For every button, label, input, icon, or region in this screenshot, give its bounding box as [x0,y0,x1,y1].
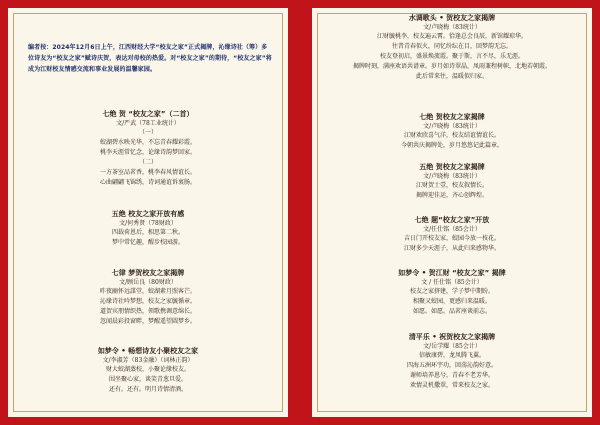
poem-block [8,109,288,188]
poem-block [8,346,288,395]
left-page [8,8,288,417]
poem-line: 揭牌迎佳运，齐心创辉煌。 [415,192,488,199]
poem-title: 清平乐 • 祝贺校友之家揭牌 [408,333,496,341]
poem-line: 相聚又蛟园，更感归来温暖。 [412,298,491,305]
poem-line: 如愿。如愿。品茗座谈前志。 [412,308,491,315]
poem-line: 昨夜幽怀远謀堂，蛟湖素月照客芒。 [99,288,196,295]
poem-author: 文 / 任仕铭（85会计） [421,279,483,286]
poem-line: 江财欢欣喜气洋，校友结谊情谊长。 [403,132,500,139]
poem-line: 信敏康碧，龙凤腾飞翼。 [418,352,485,359]
poem-line: 欢情灵机撒翠，常来校友之家。 [409,382,494,389]
poem-title: 七绝 题“校友之家”开放 [414,216,490,224]
poem-block [8,209,288,248]
poem-author: 文/卢晓梅（83统计） [423,123,481,130]
poem-line: 蛟湖碧水映光华，不忘青春耀彩霞。 [99,139,196,146]
poem-line: 此后常来往，温暖似归家。 [415,73,488,80]
poem-line: 四载荷恩后，相思第二秋。 [111,229,184,236]
poem-section-marker: （一） [138,129,157,136]
poem-line: 揭牌时刻，满座欢语共谱章。岁月如诗翠晶，凤雨兼程树帜，北地若朝霞。 [352,63,551,70]
poem-title: 七律 梦贺校友之家揭牌 [111,269,185,277]
poem-line: 沁缘诗社吟梦想，校友之家毓循章。 [99,298,196,305]
poem-line: 江财贺士壹，校友叙情长。 [415,182,488,189]
poem-title: 五绝 贺校友之家揭牌 [419,163,485,171]
poem-author: 文/卢晓梅（83统计） [423,173,481,180]
poem-line: 心曲翩翩飞锦绣，诗词通谊诉衷肠。 [99,179,196,186]
poem-block [312,215,592,254]
poem-line: 往昔青春似火，同忆纷纭在目，回梦韵无忘。 [391,43,512,50]
poem-title: 七绝 贺校友之家揭牌 [419,113,485,121]
right-page [312,8,592,417]
poem-block [312,332,592,391]
poem-author: 文/顾岳良（80财政） [119,279,177,286]
poem-line: 校友之家挤建，学子梦中期盼。 [409,288,494,295]
poem-line: 梦中常忆趣，醒步校园游。 [111,239,184,246]
poem-block [8,268,288,327]
poem-author: 文/任仕铭（85会计） [423,226,481,233]
poem-line: 今朝共庆揭牌处，岁月悠悠记此篇章。 [400,142,503,149]
poem-line: 吉日门开校友家，蛟园今放一枝花。 [403,235,500,242]
poem-line: 谢师培养恩兮，青春不老芳华。 [409,372,494,379]
poem-section-marker: （二） [138,159,157,166]
poem-author: 文/李淑芳（83金融）（词林正韵） [102,357,194,364]
poem-line: 道贺宾朋情织热，领歌携调意绵长。 [99,308,196,315]
poem-author: 文/严武（78工业统计） [116,120,180,127]
poem-author: 文/岳学耀（85会计） [423,343,481,350]
poem-title: 如梦令 • 贺江财 “校友之家” 揭牌 [398,269,506,277]
poem-block [312,268,592,317]
poem-block [312,112,592,151]
poem-title: 五绝 校友之家开放有感 [111,210,185,218]
poem-line: 围坐聚心家，谈笑青葱旦爱。 [108,376,187,383]
poem-line: 江财多少天涯子，从此归来感物华。 [403,245,500,252]
poem-block [312,13,592,82]
poem-line: 四海五洲环宇功，回荡沁韵好意。 [406,362,497,369]
poem-line: 一方茶室品茗香，桃李春风情谊长。 [99,169,196,176]
poem-line: 桃李天涯常忆念，论缘诗韵梦回家。 [99,149,196,156]
poem-line: 还有。还有。明月诗情清酒。 [108,386,187,393]
poem-author: 文/何秀贤（78财政） [119,220,177,227]
poem-author: 文/卢晓梅（83统计） [423,24,481,31]
editor-note: 编者按：2024年12月6日上午，江西财经大学“校友之家”正式揭牌，沁缘诗社（筹）多位诗友为“校友之家”赋诗庆贺，表达对母校的热爱。对“校友之家”的期待，“校友之家”将成为江财校友情感交流和事业发展的温馨家园。 [28,44,272,73]
poem-line: 校友登初启，盛景焕流霞。聚于斯，言不尽，乐无涯。 [379,53,524,60]
poem-line: 江财毓桃李，校友遍云霄。恰逢总会良辰，新馆耀琼华。 [376,33,527,40]
poem-line: 忽闻晨彩投窗畔，梦醒遥望圆梦乡。 [99,318,196,325]
poem-title: 水调歌头 • 贺校友之家揭牌 [408,14,496,22]
poem-title: 七绝 贺 “校友之家”（二首） [102,110,194,118]
poem-line: 财大蛟湖蒸校，小聚论缘校友。 [105,366,190,373]
poem-block [312,162,592,201]
poem-title: 如梦令 • 畅想诗友小聚校友之家 [97,347,199,355]
